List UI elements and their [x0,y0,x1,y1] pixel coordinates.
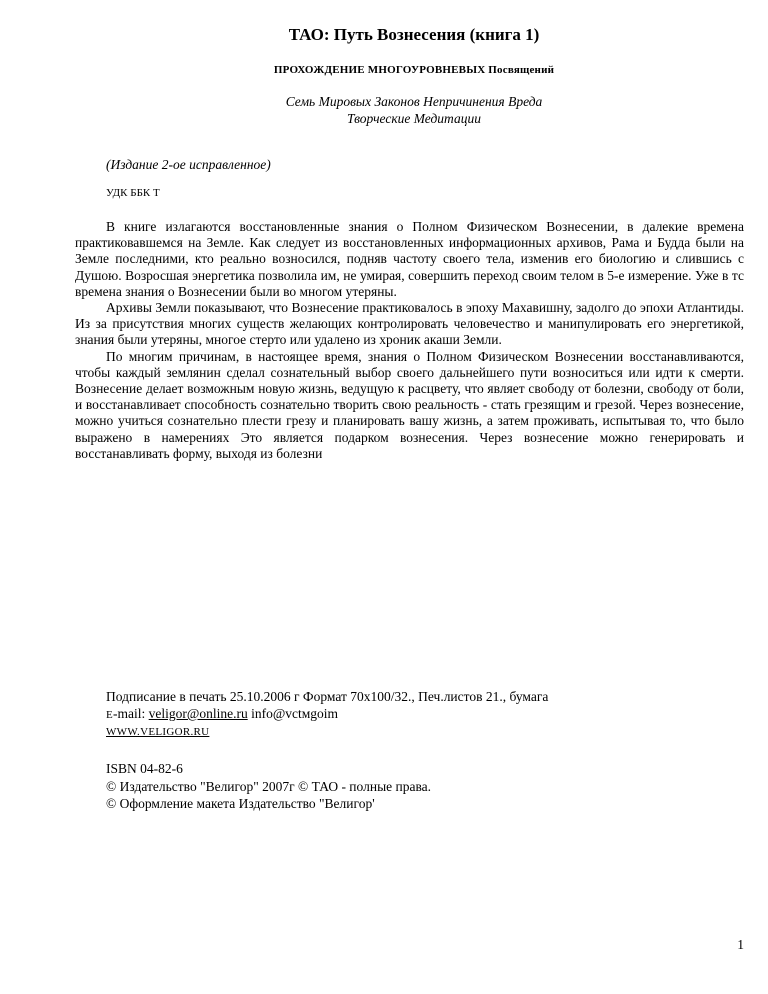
paragraph: Архивы Земли показывают, что Вознесение практиковалось в эпоху Махавишну, задолго до эпохи Атлантиды. Из за присутствия многих существ желающих контролировать человечество и манипулировать его энергетикой, знания были утеряны, многое стерто или удалено из хроник акаши Земли. [75,300,744,348]
book-subtitle: ПРОХОЖДЕНИЕ МНОГОУРОВНЕВЫХ Посвящений [273,64,555,76]
email-label: -mail: [113,706,149,721]
book-title: ТАО: Путь Вознесения (книга 1) [288,25,540,44]
paragraph: По многим причинам, в настоящее время, знания о Полном Физическом Вознесении восстанавливаются, чтобы каждый землянин сделал сознательный выбор своего дальнейшего пути возноситься или идти к смерти. Вознесение делает возможным новую жизнь, ведущую к расцвету, что являет свободу от болезни, свободу от боли, и восстанавливает способность сознательно творить свою реальность - стать грезящим и грезой. Через вознесение, можно учиться сознательно плести грезу и планировать вашу жизнь, а затем проживать, испытывая то, что было выражено в намерениях Это является подарком вознесения. Через вознесение можно генерировать и восстанавливать форму, выходя из болезни [75,348,744,461]
email-prefix: E [106,709,114,721]
isbn-block [106,760,431,813]
copyright-line-1: © Издательство "Велигор" 2007г © ТАО - полные права. [106,778,432,794]
imprint-block [106,688,548,741]
print-details: Подписание в печать 25.10.2006 г Формат 70х100/32., Печ.листов 21., бумага [106,689,549,704]
website-link[interactable]: WWW.VELIGOR.RU [106,726,210,738]
email-line [106,705,548,724]
edition-note: (Издание 2-ое исправленное) [106,157,271,172]
email-link[interactable]: veligor@online.ru [148,706,248,721]
email-extra: info@vctмgoim [247,706,339,721]
copyright-line-2: © Оформление макета Издательство "Велигор' [106,796,375,811]
subtitle-line-1: Семь Мировых Законов Непричинения Вреда [285,94,543,109]
page-number: 1 [737,937,744,952]
annotation-text [75,219,744,462]
isbn-number: ISBN 04-82-6 [106,761,183,776]
paragraph: В книге излагаются восстановленные знания о Полном Физическом Вознесении, в далекие времена практиковавшемся на Земле. Как следует из восстановленных информационных архивов, Рама и Будда были на Земле последними, кто реально возносился, подняв частоту своего тела, изменив его биологию и слившись с Душою. Возросшая энергетика позволила им, не умирая, совершить переход своим телом в 5-е измерение. Уже в тс времена знания о Вознесении были во многом утеряны. [75,219,744,299]
udk-code: УДК ББК Т [106,187,160,199]
subtitle-line-2: Творческие Медитации [347,111,481,126]
